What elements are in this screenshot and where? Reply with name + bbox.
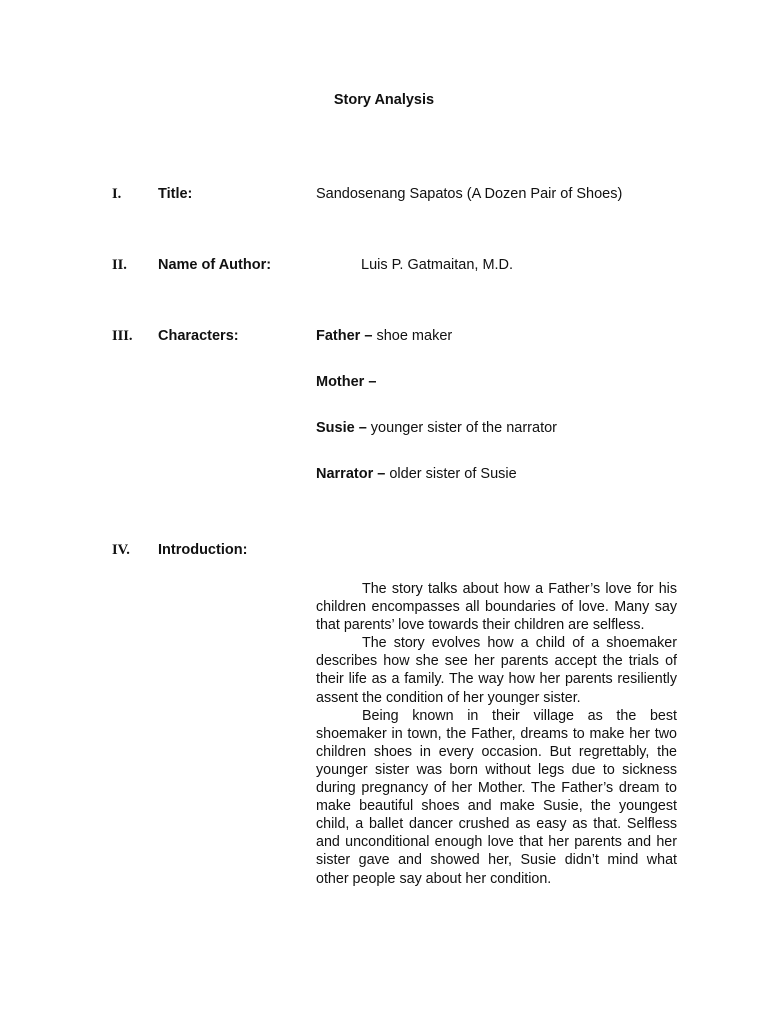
- introduction-paragraph: The story evolves how a child of a shoemaker describes how she see her parents accept the trials of their life as a family. The way how her parents resiliently assent the condition of her younger sister.: [316, 635, 677, 706]
- character-name: Father –: [316, 328, 373, 344]
- character-name: Susie –: [316, 420, 367, 436]
- section-label: Name of Author:: [158, 257, 272, 273]
- section-numeral: IV.: [112, 542, 130, 558]
- introduction-paragraph: Being known in their village as the best shoemaker in town, the Father, dreams to make her two children shoes in every occasion. But regrettably, the younger sister was born without legs due to sickness during pregnancy of her Mother. The Father’s dream to make beautiful shoes and make Susie, the youngest child, a ballet dancer crushed as easy as that. Selfless and unconditional enough love that her parents and her sister gave and showed her, Susie didn’t mind what other people say about her condition.: [316, 707, 677, 887]
- section-label: Title:: [158, 186, 193, 202]
- story-title-value: Sandosenang Sapatos (A Dozen Pair of Shoes): [316, 186, 623, 202]
- character-name: Mother –: [316, 374, 377, 390]
- character-desc: older sister of Susie: [385, 466, 517, 482]
- character-name: Narrator –: [316, 466, 386, 482]
- section-label: Characters:: [158, 328, 239, 344]
- introduction-body: [316, 580, 677, 888]
- character-entry: [316, 466, 517, 482]
- character-entry: [316, 328, 452, 344]
- section-label: Introduction:: [158, 542, 248, 558]
- character-desc: shoe maker: [372, 328, 453, 344]
- author-value: Luis P. Gatmaitan, M.D.: [361, 257, 514, 273]
- character-desc: younger sister of the narrator: [366, 420, 557, 436]
- page-title: [0, 92, 768, 108]
- page-title-text: Story Analysis: [333, 92, 435, 108]
- section-numeral: III.: [112, 328, 133, 344]
- introduction-paragraph: The story talks about how a Father’s love for his children encompasses all boundaries of love. Many say that parents’ love towards their children are selfless.: [316, 581, 677, 634]
- section-numeral: II.: [112, 257, 127, 273]
- character-entry: [316, 420, 557, 436]
- section-numeral: I.: [112, 186, 122, 202]
- character-entry: [316, 374, 376, 390]
